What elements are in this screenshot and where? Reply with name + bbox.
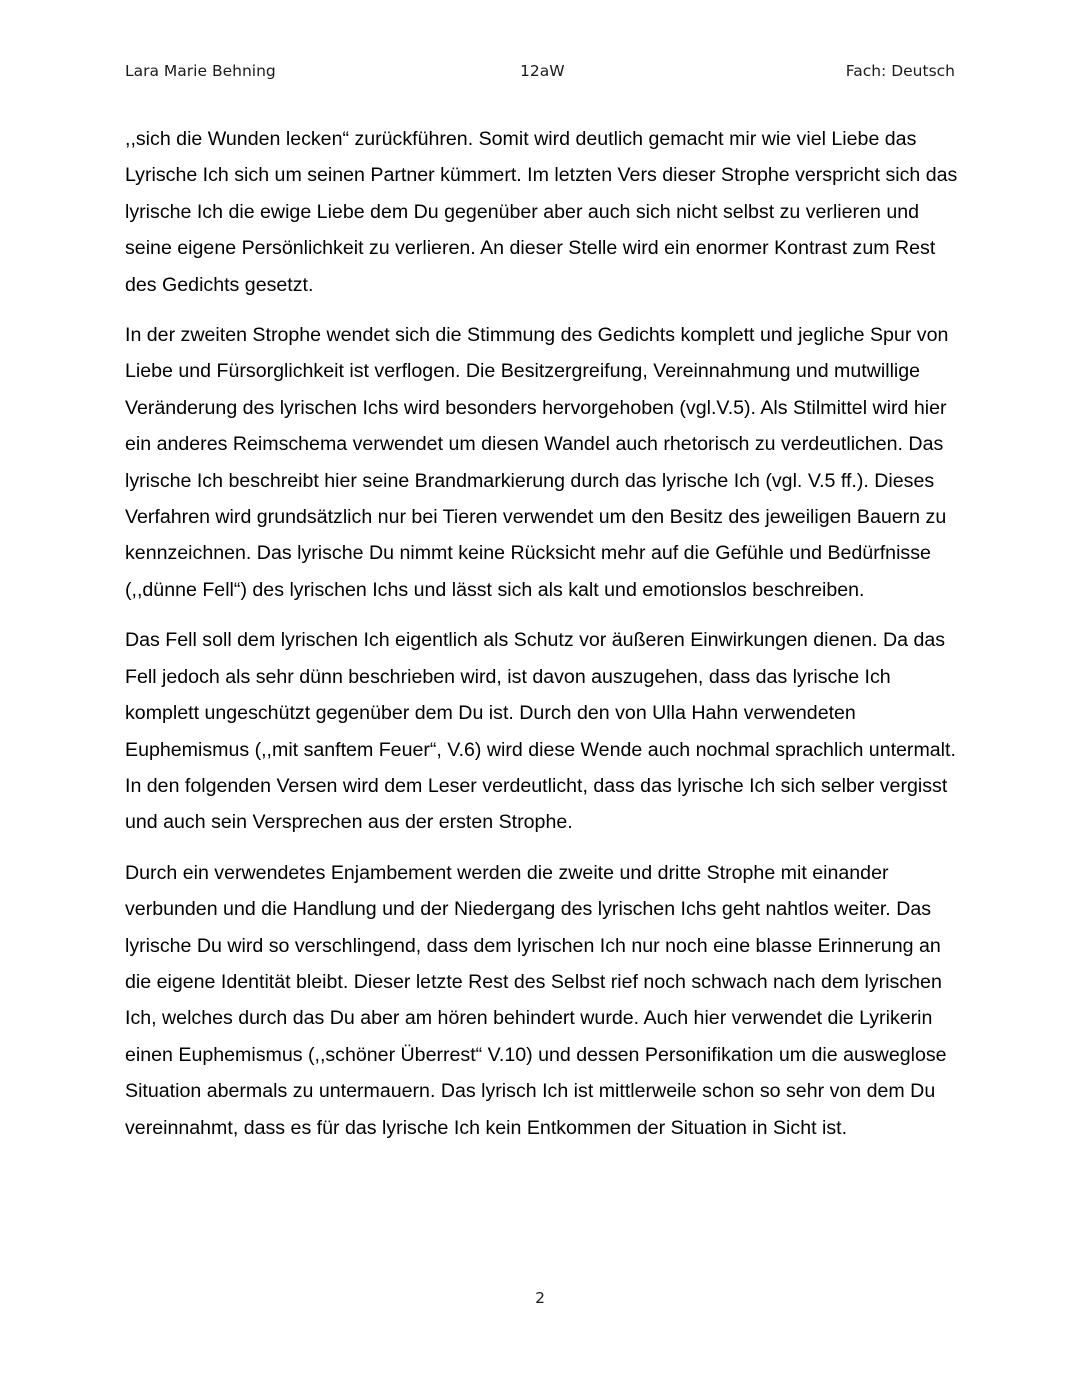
paragraph-3: Das Fell soll dem lyrischen Ich eigentlich als Schutz vor äußeren Einwirkungen dienen. Da das Fell jedoch als sehr dünn beschrieben wird, ist davon auszugehen, dass das lyrische Ich komplett ungeschützt gegenüber dem Du ist. Durch den von Ulla Hahn verwendeten Euphemismus (,,mit sanftem Feuer“, V.6) wird diese Wende auch nochmal sprachlich untermalt. In den folgenden Versen wird dem Leser verdeutlicht, dass das lyrische Ich sich selber vergisst und auch sein Versprechen aus der ersten Strophe. [125, 629, 956, 834]
document-body [125, 121, 959, 1160]
page-number: 2 [535, 1289, 545, 1307]
paragraph-1: ,,sich die Wunden lecken“ zurückführen. Somit wird deutlich gemacht mir wie viel Liebe das Lyrische Ich sich um seinen Partner kümmert. Im letzten Vers dieser Strophe verspricht sich das lyrische Ich die ewige Liebe dem Du gegenüber aber auch sich nicht selbst zu verlieren und seine eigene Persönlichkeit zu verlieren. An dieser Stelle wird ein enormer Kontrast zum Rest des Gedichts gesetzt. [125, 128, 958, 296]
page-header [125, 62, 955, 88]
header-subject: Fach: Deutsch [845, 62, 955, 80]
paragraph-4: Durch ein verwendetes Enjambement werden die zweite und dritte Strophe mit einander verbunden und die Handlung und der Niedergang des lyrischen Ichs geht nahtlos weiter. Das lyrische Du wird so verschlingend, dass dem lyrischen Ich nur noch eine blasse Erinnerung an die eigene Identität bleibt. Dieser letzte Rest des Selbst rief noch schwach nach dem lyrischen Ich, welches durch das Du aber am hören behindert wurde. Auch hier verwendet die Lyrikerin einen Euphemismus (,,schöner Überrest“ V.10) und dessen Personifikation um die ausweglose Situation abermals zu untermauern. Das lyrisch Ich ist mittlerweile schon so sehr von dem Du vereinnahmt, dass es für das lyrische Ich kein Entkommen der Situation in Sicht ist. [125, 861, 947, 1139]
paragraph-2: In der zweiten Strophe wendet sich die Stimmung des Gedichts komplett und jegliche Spur von Liebe und Fürsorglichkeit ist verflogen. Die Besitzergreifung, Vereinnahmung und mutwillige Veränderung des lyrischen Ichs wird besonders hervorgehoben (vgl.V.5). Als Stilmittel wird hier ein anderes Reimschema verwendet um diesen Wandel auch rhetorisch zu verdeutlichen. Das lyrische Ich beschreibt hier seine Brandmarkierung durch das lyrische Ich (vgl. V.5 ff.). Dieses Verfahren wird grundsätzlich nur bei Tieren verwendet um den Besitz des jeweiligen Bauern zu kennzeichnen. Das lyrische Du nimmt keine Rücksicht mehr auf die Gefühle und Bedürfnisse (,,dünne Fell“) des lyrischen Ichs und lässt sich als kalt und emotionslos beschreiben. [125, 324, 949, 601]
header-author: Lara Marie Behning [125, 62, 276, 80]
header-class: 12aW [520, 62, 565, 80]
